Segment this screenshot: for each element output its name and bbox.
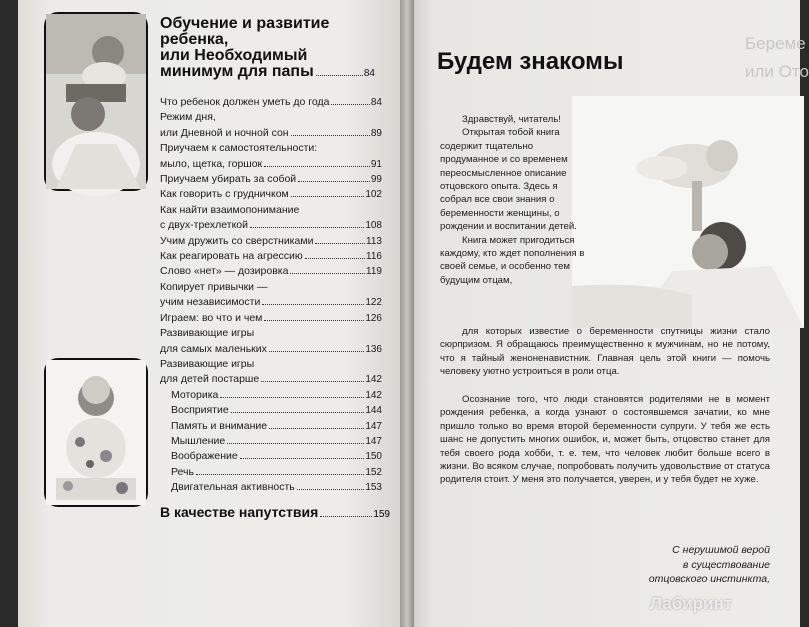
toc-entry — [160, 342, 382, 357]
intro-text-wide — [440, 325, 770, 379]
toc-title-line: Обучение и развитие — [160, 15, 330, 32]
toc-entry-title: Что ребенок должен уметь до года — [160, 96, 330, 108]
toc-final-entry — [160, 504, 390, 520]
toc-entry-page: 89 — [370, 127, 382, 139]
toc-entry-page: 147 — [365, 420, 382, 432]
toc-entry — [160, 357, 382, 372]
toc-entry-page: 113 — [366, 235, 382, 247]
toc-final-title: В качестве напутствия — [160, 504, 319, 520]
intro-text-narrow — [440, 113, 590, 287]
toc-entry — [160, 419, 382, 434]
toc-entry-title: Восприятие — [171, 404, 229, 417]
toc-entry-title: для детей постарше — [160, 373, 260, 386]
toc-entry-page: 99 — [370, 174, 382, 186]
intro-text-wide-2 — [440, 393, 770, 487]
toc-entry — [160, 434, 382, 449]
toc-entry-title: Учим дружить со сверстниками — [160, 234, 314, 247]
toc-entry-title: Воображение — [171, 450, 238, 463]
toc-entry — [160, 465, 382, 480]
toc-entry-page: 142 — [365, 389, 382, 401]
toc-entry — [160, 264, 382, 279]
toc-section-page: 84 — [363, 68, 375, 79]
toc-leader-dots — [297, 489, 365, 490]
toc-entry — [160, 449, 382, 464]
toc-leader-dots — [264, 166, 370, 167]
toc-title-line: или Необходимый — [160, 47, 308, 64]
toc-entry-page: 91 — [370, 158, 382, 170]
toc-entry — [160, 295, 382, 310]
toc-entry-title: для самых маленьких — [160, 342, 267, 355]
toc-entry-title: Играем: во что и чем — [160, 311, 263, 324]
toc-entry-page: 126 — [365, 312, 382, 324]
ghost-line: или Ото — [745, 62, 809, 81]
toc-entry — [160, 372, 382, 387]
toc-entry — [160, 141, 382, 156]
signature-line: С нерушимой верой — [672, 544, 770, 556]
father-with-child-photo — [44, 12, 148, 191]
toc-entry-page: 122 — [365, 297, 382, 309]
toc-leader-dots — [269, 351, 364, 352]
author-signature — [560, 543, 770, 587]
toc-leader-dots — [320, 516, 372, 517]
toc-entry-page: 102 — [365, 189, 382, 201]
toc-entry — [160, 280, 382, 295]
toc-entry-page: 150 — [365, 451, 382, 463]
book-gutter — [400, 0, 414, 627]
toc-entry-page: 153 — [365, 482, 382, 494]
toc-entry-title: Копирует привычки — — [160, 280, 268, 293]
toc-entry-page: 116 — [366, 251, 382, 263]
toc-entry — [160, 157, 382, 172]
toc-entry-title: Речь — [171, 465, 194, 478]
toc-leader-dots — [196, 474, 364, 475]
toc-entry-title: Двигательная активность — [171, 481, 295, 494]
toc-entry — [160, 249, 382, 264]
toc-entry — [160, 218, 382, 233]
toc-entry — [160, 203, 382, 218]
toc-entry-title: Приучаем к самостоятельности: — [160, 142, 318, 155]
toc-leader-dots — [264, 320, 364, 321]
toc-entry — [160, 172, 382, 187]
toc-leader-dots — [227, 443, 364, 444]
watermark: Лабиринт — [650, 594, 733, 613]
paragraph: Книга может пригодиться каждому, кто ждет пополнения в своей семье, и особенно тем будущим отцам, — [440, 234, 585, 286]
paragraph: Открытая тобой книга содержит тщательно продуманное и со временем переосмысленное описание отцовского опыта. Здесь я собрал все свои знания о беременности женщины, о рождении и воспитании детей. — [440, 127, 577, 233]
toc-entry — [160, 480, 382, 495]
toc-entry-title: Память и внимание — [171, 419, 268, 432]
toc-title-last-line — [160, 64, 375, 82]
toc-entry-title: Слово «нет» — дозировка — [160, 265, 289, 278]
toc-entry — [160, 126, 382, 141]
toc-entry-page: 152 — [365, 466, 382, 478]
toc-entry-page: 136 — [365, 343, 382, 355]
paragraph: Осознание того, что люди становятся родителями не в момент рождения ребенка, а когда узнают о состоявшемся зачатии, ко мне пришло только во время второй беременности супруги. У тебя же есть шанс не допустить многих ошибок, и, может быть, отцовство станет для тебя своего рода хобби, т. е. тем, что человек любит больше всего в жизни. Во всяком случае, попробовать получить удовольствие от статуса родителя стоит. У меня это получается, уверен, и у тебя будет не хуже. — [440, 394, 770, 486]
toc-leader-dots — [331, 104, 369, 105]
toc-title-line: ребенка, — [160, 31, 229, 48]
toc-entry-page: 84 — [370, 97, 382, 108]
toc-section-title — [160, 16, 375, 82]
paragraph: для которых известие о беременности спутницы жизни стало сюрпризом. Я обращаюсь преимущественно к мужчинам, но не потому, что я тайный женоненавистник. Главная цель этой книги — помочь человеку уютно устроиться в роли отца. — [440, 326, 770, 378]
father-lifting-baby-photo — [572, 96, 804, 328]
toc-entry-title: Как найти взаимопонимание — [160, 203, 300, 216]
toc-leader-dots — [269, 428, 364, 429]
toc-leader-dots — [316, 75, 363, 76]
toc-entry-title: учим независимости — [160, 296, 261, 309]
toc-entry-title: Развивающие игры — [160, 327, 255, 340]
toc-final-page: 159 — [373, 509, 390, 520]
ghost-line: Береме — [745, 34, 806, 53]
toc-entry — [160, 311, 382, 326]
toc-entry-title: Как говорить с грудничком — [160, 188, 289, 201]
signature-line: в существование — [682, 558, 770, 571]
paragraph: Здравствуй, читатель! — [462, 114, 561, 125]
toc-entry — [160, 403, 382, 418]
toc-entry-title: Развивающие игры — [160, 357, 255, 370]
toc-entry-title: или Дневной и ночной сон — [160, 126, 289, 139]
signature-line: отцовского инстинкта, — [648, 573, 770, 585]
toc-entry — [160, 326, 382, 341]
toc-leader-dots — [315, 243, 365, 244]
toc-entry-title: Приучаем убирать за собой — [160, 173, 297, 186]
toc-entry-page: 144 — [365, 405, 382, 417]
toc-entry-title: Моторика — [171, 388, 219, 401]
toc-entry — [160, 388, 382, 403]
toc-entry-title: с двух-трехлеткой — [160, 219, 248, 232]
toc-entry — [160, 187, 382, 202]
toc-leader-dots — [240, 458, 365, 459]
toc-leader-dots — [298, 181, 370, 182]
toc-leader-dots — [291, 196, 365, 197]
toc-entry-title: Как реагировать на агрессию — [160, 250, 303, 263]
toc-title-line: минимум для папы — [160, 63, 314, 80]
toc-leader-dots — [262, 304, 364, 305]
toc-leader-dots — [290, 273, 365, 274]
toc-leader-dots — [250, 227, 364, 228]
toc-leader-dots — [291, 135, 370, 136]
toc-entry-title: Мышление — [171, 434, 226, 447]
toc-leader-dots — [261, 381, 364, 382]
toc-leader-dots — [231, 412, 365, 413]
toc-entry-page: 147 — [365, 435, 382, 447]
toc-entry — [160, 234, 382, 249]
toddler-painting-photo — [44, 358, 148, 507]
toc-entry-title: Режим дня, — [160, 111, 216, 124]
toc-leader-dots — [305, 258, 365, 259]
toc-leader-dots — [220, 397, 364, 398]
toc-entry-title: мыло, щетка, горшок — [160, 157, 263, 170]
toc-entry — [160, 110, 382, 125]
chapter-title: Будем знакомы — [437, 48, 624, 75]
toc-entry-page: 119 — [366, 266, 382, 278]
toc-entry-page: 108 — [365, 220, 382, 232]
table-of-contents — [160, 95, 382, 496]
toc-entry-page: 142 — [365, 374, 382, 386]
toc-entry — [160, 95, 382, 110]
